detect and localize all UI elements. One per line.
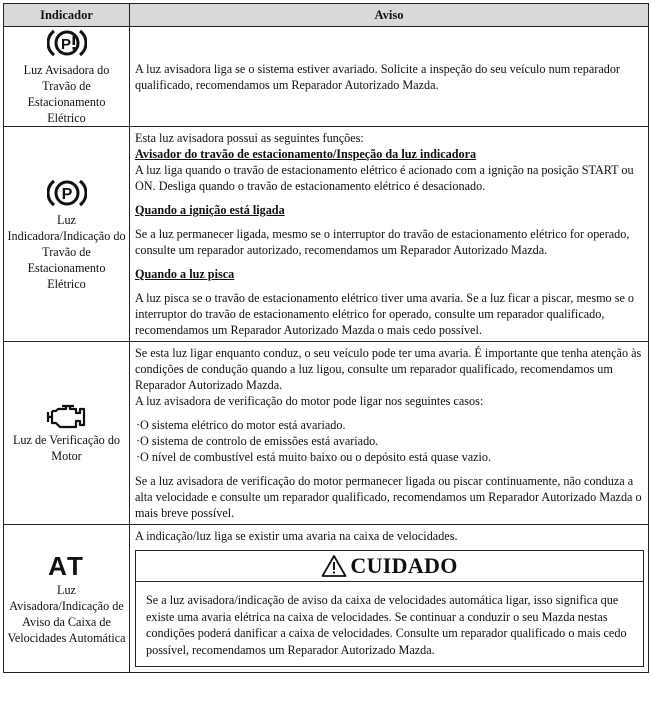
table-header-row — [4, 4, 649, 27]
warning-text: A luz avisadora liga se o sistema estiver avariado. Solicite a inspeção do seu veículo num reparador qualificado, recomendamos um Reparador Autorizado Mazda. — [135, 61, 620, 92]
warning-text: Se esta luz ligar enquanto conduz, o seu veículo pode ter uma avaria. É importante que tenha atenção às condições de condução quando a luz ligou, consulte um reparador qualificado, recomendamos um Reparador Autorizado Mazda. — [135, 346, 642, 392]
at-icon: AT — [48, 550, 85, 581]
warning-text: A luz avisadora de verificação do motor pode ligar nos seguintes casos: — [135, 394, 484, 408]
section-text: Se a luz permanecer ligada, mesmo se o interruptor do travão de estacionamento elétrico for operado, consulte um reparador autorizado, recomendamos um Reparador Autorizado Mazda. — [135, 227, 630, 257]
indicator-column-header: Indicador — [4, 4, 130, 27]
warning-cell — [130, 342, 649, 525]
page — [3, 3, 648, 673]
warning-text: Se a luz avisadora de verificação do motor permanecer ligada ou piscar continuamente, não conduza a alta velocidade e consulte um reparador qualificado, recomendamos um Reparador Autorizado Mazda o mais breve possível. — [135, 474, 642, 520]
parking-brake-indicator-icon — [47, 177, 87, 209]
warning-cell — [130, 525, 649, 673]
warning-cell — [130, 27, 649, 127]
warning-triangle-icon — [321, 554, 347, 578]
indicator-label: Luz Avisadora/Indicação de Aviso da Caixa de Velocidades Automática — [7, 582, 126, 645]
caution-title: CUIDADO — [350, 553, 458, 578]
caution-header — [136, 551, 643, 582]
table-row — [4, 342, 649, 525]
section-heading: Quando a ignição está ligada — [135, 203, 285, 217]
indicator-cell — [4, 342, 130, 525]
caution-box — [135, 550, 644, 667]
warning-intro: Esta luz avisadora possui as seguintes funções: — [135, 131, 364, 145]
indicator-label: Luz Avisadora do Travão de Estacionamento Elétrico — [23, 63, 110, 125]
check-engine-icon — [46, 403, 88, 429]
list-item: ·O sistema de controlo de emissões está avariado. — [136, 434, 379, 448]
warning-column-header: Aviso — [130, 4, 649, 27]
parking-brake-warning-icon — [47, 27, 87, 59]
table-row — [4, 127, 649, 342]
indicator-label: Luz de Verificação do Motor — [12, 432, 121, 463]
bullet-list — [135, 417, 644, 465]
svg-text:P: P — [60, 36, 71, 53]
caution-body: Se a luz avisadora/indicação de aviso da caixa de velocidades automática ligar, isso significa que existe uma avaria elétrica na caixa de velocidades. Se continuar a conduzir o seu Mazda nestas condições poderá danificar a caixa de velocidades. Consulte um reparador qualificado o mais cedo possível, recomendamos um Reparador Autorizado Mazda. — [146, 593, 627, 657]
list-item: ·O sistema elétrico do motor está avariado. — [136, 418, 346, 432]
warning-lights-table — [3, 3, 649, 673]
indicator-label: Luz Indicadora/Indicação do Travão de Estacionamento Elétrico — [7, 212, 126, 291]
section-text: A luz pisca se o travão de estacionamento elétrico tiver uma avaria. Se a luz ficar a piscar, mesmo se o interruptor do travão de estacionamento elétrico for operado, consulte um reparador qualificado, recomendamos um Reparador Autorizado Mazda o mais cedo possível. — [135, 291, 634, 337]
table-row — [4, 525, 649, 673]
list-item: ·O nível de combustível está muito baixo ou o depósito está quase vazio. — [136, 450, 492, 464]
svg-text:P: P — [61, 185, 72, 203]
section-text: A luz liga quando o travão de estacionamento elétrico é acionado com a ignição na posição START ou ON. Desliga quando o travão de estacionamento elétrico é desacionado. — [135, 163, 634, 193]
section-heading: Quando a luz pisca — [135, 267, 235, 281]
indicator-cell — [4, 27, 130, 127]
warning-cell — [130, 127, 649, 342]
warning-text: A indicação/luz liga se existir uma avaria na caixa de velocidades. — [135, 529, 458, 543]
table-row — [4, 27, 649, 127]
indicator-cell — [4, 525, 130, 673]
section-heading: Avisador do travão de estacionamento/Inspeção da luz indicadora — [135, 147, 477, 161]
indicator-cell — [4, 127, 130, 342]
